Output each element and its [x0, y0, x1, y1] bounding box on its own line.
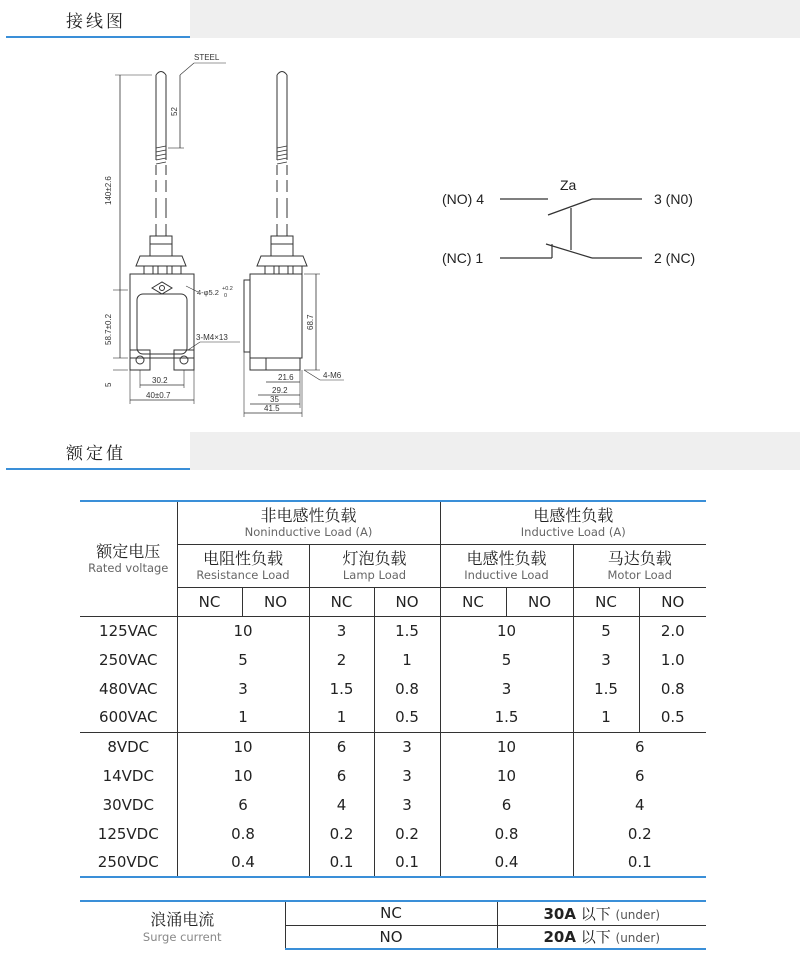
- terminal-label: (NC) 1: [442, 250, 484, 266]
- table-row: [80, 703, 706, 732]
- value-cell: 1: [374, 645, 440, 674]
- value-cell: 3: [374, 761, 440, 790]
- dim-label: 35: [270, 395, 279, 404]
- value-cell: 0.2: [573, 819, 706, 848]
- header-no: NO: [374, 587, 440, 616]
- section-underline: [6, 468, 190, 470]
- terminal-label: (NO) 4: [442, 191, 484, 207]
- value-cell: 0.8: [374, 674, 440, 703]
- surge-table: [80, 900, 706, 950]
- table-row: [80, 674, 706, 703]
- dim-label: 29.2: [272, 386, 288, 395]
- dim-label: 40±0.7: [146, 391, 171, 400]
- voltage-cell: 250VAC: [99, 650, 158, 669]
- value-cell: 3: [309, 616, 374, 645]
- table-row: [80, 645, 706, 674]
- dim-label: STEEL: [194, 53, 220, 62]
- header-nc: NC: [440, 587, 506, 616]
- dim-label: +0.2: [222, 286, 233, 292]
- section-underline: [6, 36, 190, 38]
- value-cell: 3: [440, 674, 573, 703]
- value-cell: 6: [440, 790, 573, 819]
- value-cell: 3: [374, 790, 440, 819]
- terminal-label: 3 (N0): [654, 191, 693, 207]
- header-voltage: 额定电压 Rated voltage: [80, 501, 177, 616]
- value-cell: 1.5: [440, 703, 573, 732]
- header-background: [190, 0, 800, 38]
- value-cell: 4: [309, 790, 374, 819]
- dim-label: 5: [104, 382, 113, 387]
- wiring-drawing: [0, 40, 800, 430]
- value-cell: 0.8: [440, 819, 573, 848]
- header-no: NO: [242, 587, 309, 616]
- side-body: [250, 274, 302, 358]
- header-background: [190, 432, 800, 470]
- section-title: 接线图: [66, 12, 126, 31]
- header-nc: NC: [309, 587, 374, 616]
- header-inductive-load: 电感性负载 Inductive Load: [440, 544, 573, 587]
- header-no: NO: [639, 587, 706, 616]
- dim-label: 3-M4×13: [196, 333, 228, 342]
- value-cell: 3: [374, 732, 440, 761]
- table-row: [80, 761, 706, 790]
- value-cell: 0.5: [639, 703, 706, 732]
- value-cell: 10: [440, 732, 573, 761]
- actuator-cap: [136, 256, 186, 266]
- voltage-cell: 8VDC: [80, 732, 177, 761]
- surge-no: NO: [285, 925, 497, 949]
- header-noninductive: 非电感性负载 Noninductive Load (A): [177, 501, 440, 544]
- dim-label: 41.5: [264, 404, 280, 413]
- dim-label: 52: [170, 107, 179, 116]
- value-cell: 1: [309, 703, 374, 732]
- voltage-cell: 600VAC: [99, 708, 158, 727]
- value-cell: 1.5: [573, 674, 639, 703]
- voltage-cell: 125VDC: [97, 824, 159, 843]
- voltage-cell: 250VDC: [80, 848, 177, 877]
- value-cell: 2.0: [639, 616, 706, 645]
- header-resistance: 电阻性负载 Resistance Load: [177, 544, 309, 587]
- header-inductive: 电感性负载 Inductive Load (A): [440, 501, 706, 544]
- value-cell: 5: [177, 645, 309, 674]
- header-nc: NC: [573, 587, 639, 616]
- spring-head: [150, 236, 172, 256]
- value-cell: 0.8: [177, 819, 309, 848]
- terminal-label: 2 (NC): [654, 250, 696, 266]
- voltage-cell: 125VAC: [80, 616, 177, 645]
- section-title: 额定值: [66, 444, 126, 463]
- table-row: [80, 848, 706, 877]
- value-cell: 10: [177, 616, 309, 645]
- value-cell: 3: [573, 645, 639, 674]
- header-nc: NC: [177, 587, 242, 616]
- dim-label: 0: [224, 293, 228, 299]
- value-cell: 1: [573, 703, 639, 732]
- voltage-cell: 14VDC: [102, 766, 154, 785]
- value-cell: 2: [309, 645, 374, 674]
- value-cell: 6: [309, 761, 374, 790]
- value-cell: 0.4: [177, 848, 309, 877]
- dim-label: 68.7: [306, 314, 315, 330]
- value-cell: 0.8: [639, 674, 706, 703]
- switch-symbol: [500, 199, 642, 258]
- value-cell: 1.0: [639, 645, 706, 674]
- surge-nc: NC: [285, 901, 497, 925]
- value-cell: 6: [177, 790, 309, 819]
- dim-label: 21.6: [278, 373, 294, 382]
- value-cell: 4: [573, 790, 706, 819]
- rod-thread: [156, 146, 166, 164]
- header-no: NO: [506, 587, 573, 616]
- value-cell: 10: [177, 732, 309, 761]
- value-cell: 5: [440, 645, 573, 674]
- value-cell: 0.1: [374, 848, 440, 877]
- surge-label: 浪涌电流 Surge current: [80, 901, 285, 949]
- switch-body: [130, 274, 194, 358]
- value-cell: 0.4: [440, 848, 573, 877]
- table-row: [80, 819, 706, 848]
- voltage-cell: 30VDC: [102, 795, 154, 814]
- rating-section-header: [0, 432, 800, 470]
- rod-lower: [156, 165, 166, 236]
- switch-window: [137, 294, 187, 354]
- value-cell: 10: [440, 616, 573, 645]
- value-cell: 1.5: [309, 674, 374, 703]
- value-cell: 6: [573, 732, 706, 761]
- value-cell: 1.5: [374, 616, 440, 645]
- value-cell: 10: [177, 761, 309, 790]
- value-cell: 6: [309, 732, 374, 761]
- dim-label: 30.2: [152, 376, 168, 385]
- surge-no-value: 20A 以下 (under): [497, 925, 706, 949]
- za-label: Za: [560, 177, 577, 193]
- value-cell: 0.1: [309, 848, 374, 877]
- dim-label: 4-M6: [323, 371, 342, 380]
- value-cell: 5: [573, 616, 639, 645]
- value-cell: 0.1: [573, 848, 706, 877]
- rating-table: [80, 500, 706, 878]
- header-lamp: 灯泡负载 Lamp Load: [309, 544, 440, 587]
- dim-label: 140±2.6: [104, 176, 113, 205]
- value-cell: 0.2: [309, 819, 374, 848]
- wiring-section-header: [0, 0, 800, 38]
- dim-label: 58.7±0.2: [104, 313, 113, 345]
- header-motor: 马达负载 Motor Load: [573, 544, 706, 587]
- dim-label: 4-φ5.2: [197, 288, 219, 297]
- table-row: [80, 732, 706, 761]
- value-cell: 10: [440, 761, 573, 790]
- voltage-cell: 480VAC: [99, 679, 158, 698]
- value-cell: 3: [177, 674, 309, 703]
- table-row: [80, 616, 706, 645]
- value-cell: 1: [177, 703, 309, 732]
- table-row: [80, 790, 706, 819]
- surge-nc-value: 30A 以下 (under): [497, 901, 706, 925]
- value-cell: 0.2: [374, 819, 440, 848]
- value-cell: 0.5: [374, 703, 440, 732]
- value-cell: 6: [573, 761, 706, 790]
